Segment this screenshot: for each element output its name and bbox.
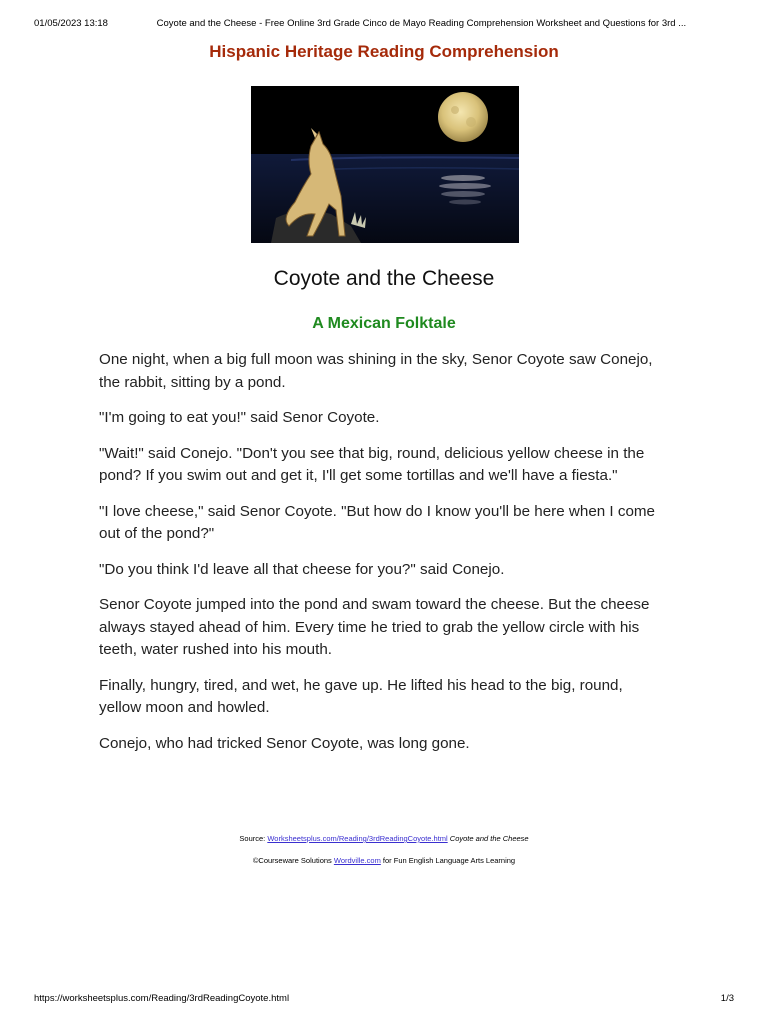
- copyright-prefix: ©Courseware Solutions: [252, 856, 334, 865]
- copyright-line: [0, 856, 768, 865]
- source-title: Coyote and the Cheese: [449, 834, 529, 843]
- coyote-moon-illustration: [251, 86, 519, 243]
- print-url: https://worksheetsplus.com/Reading/3rdReadingCoyote.html: [34, 993, 290, 1004]
- story-body: [99, 349, 669, 768]
- source-line: [0, 834, 768, 843]
- story-paragraph: "I'm going to eat you!" said Senor Coyote.: [99, 409, 380, 426]
- wordville-link[interactable]: Wordville.com: [333, 856, 381, 865]
- story-paragraph: "Do you think I'd leave all that cheese for you?" said Conejo.: [99, 560, 505, 578]
- story-paragraph: One night, when a big full moon was shining in the sky, Senor Coyote saw Conejo, the rabbit, sitting by a pond.: [99, 351, 653, 391]
- copyright-suffix: for Fun English Language Arts Learning: [380, 856, 516, 865]
- print-page-title: Coyote and the Cheese - Free Online 3rd Grade Cinco de Mayo Reading Comprehension Worksheet and Questions for 3rd ...: [156, 18, 687, 29]
- story-paragraph: Conejo, who had tricked Senor Coyote, was long gone.: [99, 734, 470, 752]
- story-paragraph: "I love cheese," said Senor Coyote. "But how do I know you'll be here when I come out of the pond?": [99, 502, 656, 542]
- story-title: Coyote and the Cheese: [273, 267, 495, 290]
- story-subtitle: A Mexican Folktale: [312, 315, 456, 332]
- print-header: [34, 18, 734, 29]
- source-link[interactable]: Worksheetsplus.com/Reading/3rdReadingCoyote.html: [267, 834, 448, 843]
- print-footer: [34, 993, 734, 1004]
- story-paragraph: Senor Coyote jumped into the pond and swam toward the cheese. But the cheese always stayed ahead of him. Every time he tried to grab the yellow circle with his teeth, water rushed into his mouth.: [99, 596, 650, 658]
- print-page-number: 1/3: [720, 993, 734, 1004]
- print-datetime: 01/05/2023 13:18: [34, 18, 108, 29]
- story-paragraph: "Wait!" said Conejo. "Don't you see that big, round, delicious yellow cheese in the pond? If you swim out and get it, I'll get some tortillas and we'll have a fiesta.": [99, 444, 645, 484]
- page-heading: Hispanic Heritage Reading Comprehension: [209, 42, 559, 61]
- source-prefix: Source:: [239, 834, 268, 843]
- story-paragraph: Finally, hungry, tired, and wet, he gave up. He lifted his head to the big, round, yellow moon and howled.: [99, 676, 623, 716]
